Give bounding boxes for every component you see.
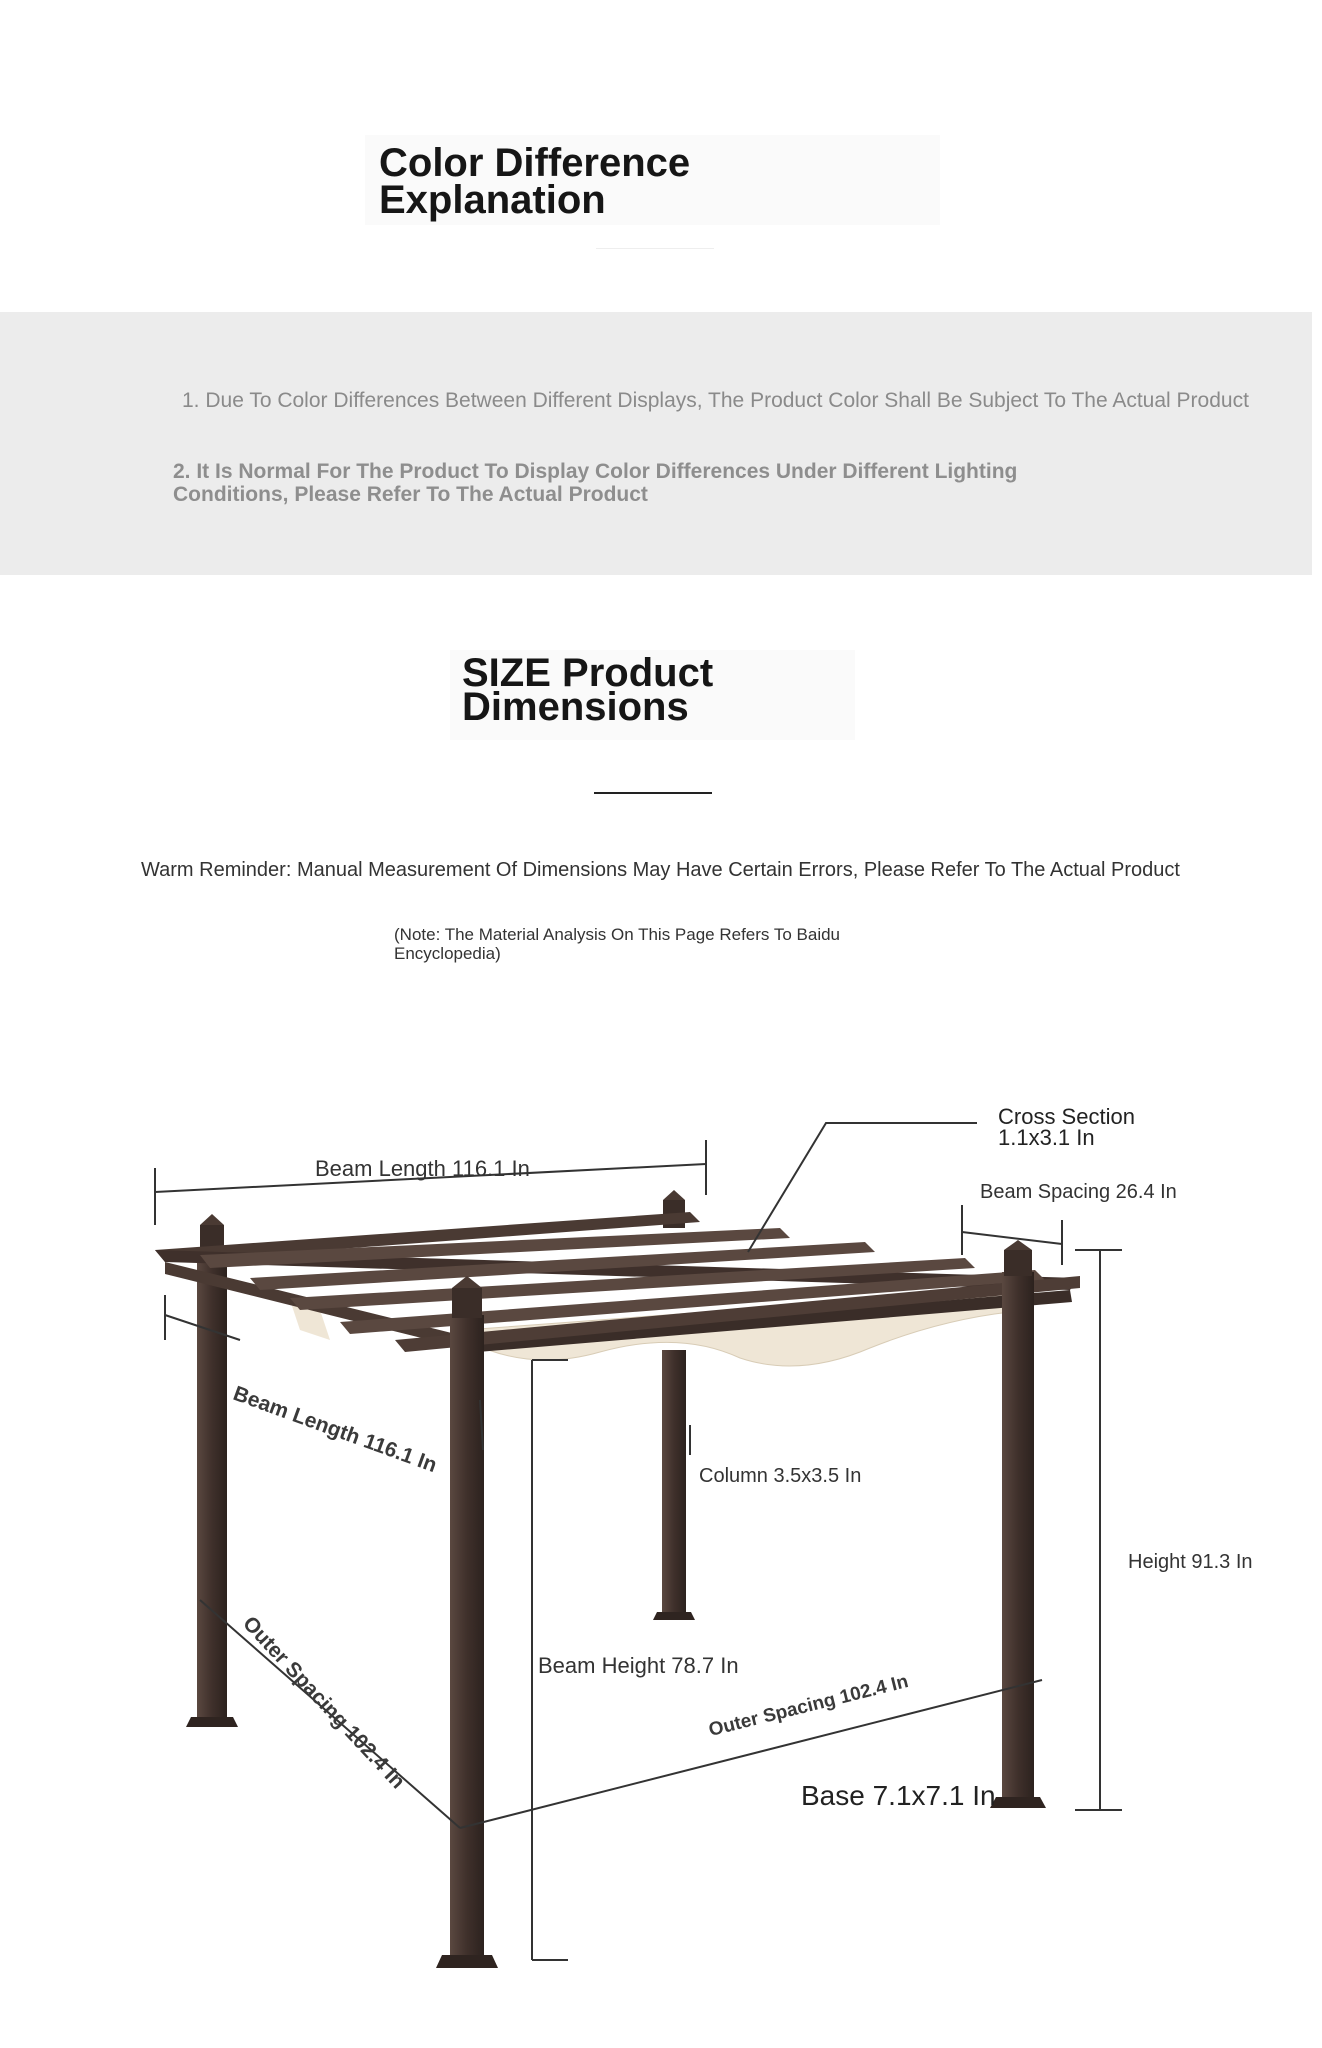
color-title-line2: Explanation	[379, 178, 606, 222]
label-height: Height 91.3 In	[1128, 1551, 1253, 1573]
label-base: Base 7.1x7.1 In	[801, 1780, 996, 1811]
color-title-line1: Color Difference	[379, 141, 691, 185]
measurement-reminder: Warm Reminder: Manual Measurement Of Dimensions May Have Certain Errors, Please Refer To The Actual Product	[141, 859, 1180, 881]
label-outer-spacing-left: Outer Spacing 102.4 In	[238, 1612, 410, 1794]
label-beam-length-side: Beam Length 116.1 In	[230, 1382, 440, 1478]
back-left-post	[186, 1214, 238, 1727]
label-cross-section-line2: 1.1x3.1 In	[998, 1125, 1095, 1150]
size-title-line1: SIZE Product	[462, 651, 714, 695]
frame-beams	[155, 1212, 1080, 1352]
front-right-post	[990, 1240, 1046, 1808]
label-beam-height: Beam Height 78.7 In	[538, 1653, 739, 1678]
label-beam-length-top: Beam Length 116.1 In	[315, 1156, 530, 1181]
material-note: (Note: The Material Analysis On This Page Refers To Baidu Encyclopedia)	[394, 925, 841, 963]
color-note-1: 1. Due To Color Differences Between Different Displays, The Product Color Shall Be Subject To The Actual Product	[182, 389, 1249, 412]
label-cross-section-line1: Cross Section	[998, 1104, 1135, 1129]
color-note-2: 2. It Is Normal For The Product To Display Color Differences Under Different Lighting Conditions, Please Refer To The Actual Product	[173, 460, 1018, 506]
size-title-line2: Dimensions	[462, 685, 689, 729]
label-cross-section	[998, 1106, 1135, 1148]
label-column: Column 3.5x3.5 In	[699, 1465, 862, 1487]
front-left-post	[436, 1276, 498, 1968]
label-outer-spacing-right: Outer Spacing 102.4 In	[706, 1671, 911, 1742]
label-beam-spacing: Beam Spacing 26.4 In	[980, 1181, 1177, 1203]
